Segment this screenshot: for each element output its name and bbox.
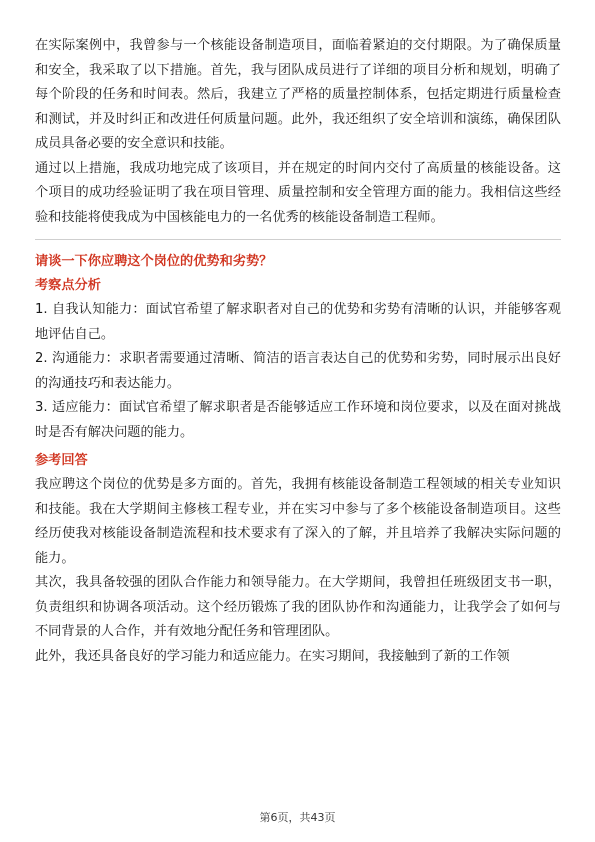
intro-paragraph-1: 在实际案例中，我曾参与一个核能设备制造项目，面临着紧迫的交付期限。为了确保质量和安全，我采取了以下措施。首先，我与团队成员进行了详细的项目分析和规划，明确了每个阶段的任务和时间表。然后，我建立了严格的质量控制体系，包括定期进行质量检查和测试，并及时纠正和改进任何质量问题。此外，我还组织了安全培训和演练，确保团队成员具备必要的安全意识和技能。 — [35, 38, 561, 151]
intro-paragraph-2: 通过以上措施，我成功地完成了该项目，并在规定的时间内交付了高质量的核能设备。这个项目的成功经验证明了我在项目管理、质量控制和安全管理方面的能力。我相信这些经验和技能将使我成为中国核能电力的一名优秀的核能设备制造工程师。 — [35, 160, 561, 225]
analysis-item-2: 2. 沟通能力：求职者需要通过清晰、简洁的语言表达自己的优势和劣势，同时展示出良好的沟通技巧和表达能力。 — [35, 351, 561, 391]
analysis-item-1: 1. 自我认知能力：面试官希望了解求职者对自己的优势和劣势有清晰的认识，并能够客观地评估自己。 — [35, 302, 561, 342]
page-number-footer: 第6页，共43页 — [259, 811, 336, 824]
analysis-heading: 考察点分析 — [35, 278, 101, 293]
section-divider — [35, 239, 561, 240]
question-heading: 请谈一下你应聘这个岗位的优势和劣势？ — [35, 254, 273, 269]
reference-heading: 参考回答 — [35, 453, 88, 468]
page-content — [35, 34, 561, 669]
reference-paragraph-3: 此外，我还具备良好的学习能力和适应能力。在实习期间，我接触到了新的工作领 — [35, 648, 510, 664]
reference-paragraph-2: 其次，我具备较强的团队合作能力和领导能力。在大学期间，我曾担任班级团支书一职，负责组织和协调各项活动。这个经历锻炼了我的团队协作和沟通能力，让我学会了如何与不同背景的人合作，并有效地分配任务和管理团队。 — [35, 575, 561, 639]
analysis-item-3: 3. 适应能力：面试官希望了解求职者是否能够适应工作环境和岗位要求，以及在面对挑战时是否有解决问题的能力。 — [35, 400, 561, 440]
reference-paragraph-1: 我应聘这个岗位的优势是多方面的。首先，我拥有核能设备制造工程领域的相关专业知识和技能。我在大学期间主修核工程专业，并在实习中参与了多个核能设备制造项目。这些经历使我对核能设备制造流程和技术要求有了深入的了解，并且培养了我解决实际问题的能力。 — [35, 477, 561, 566]
